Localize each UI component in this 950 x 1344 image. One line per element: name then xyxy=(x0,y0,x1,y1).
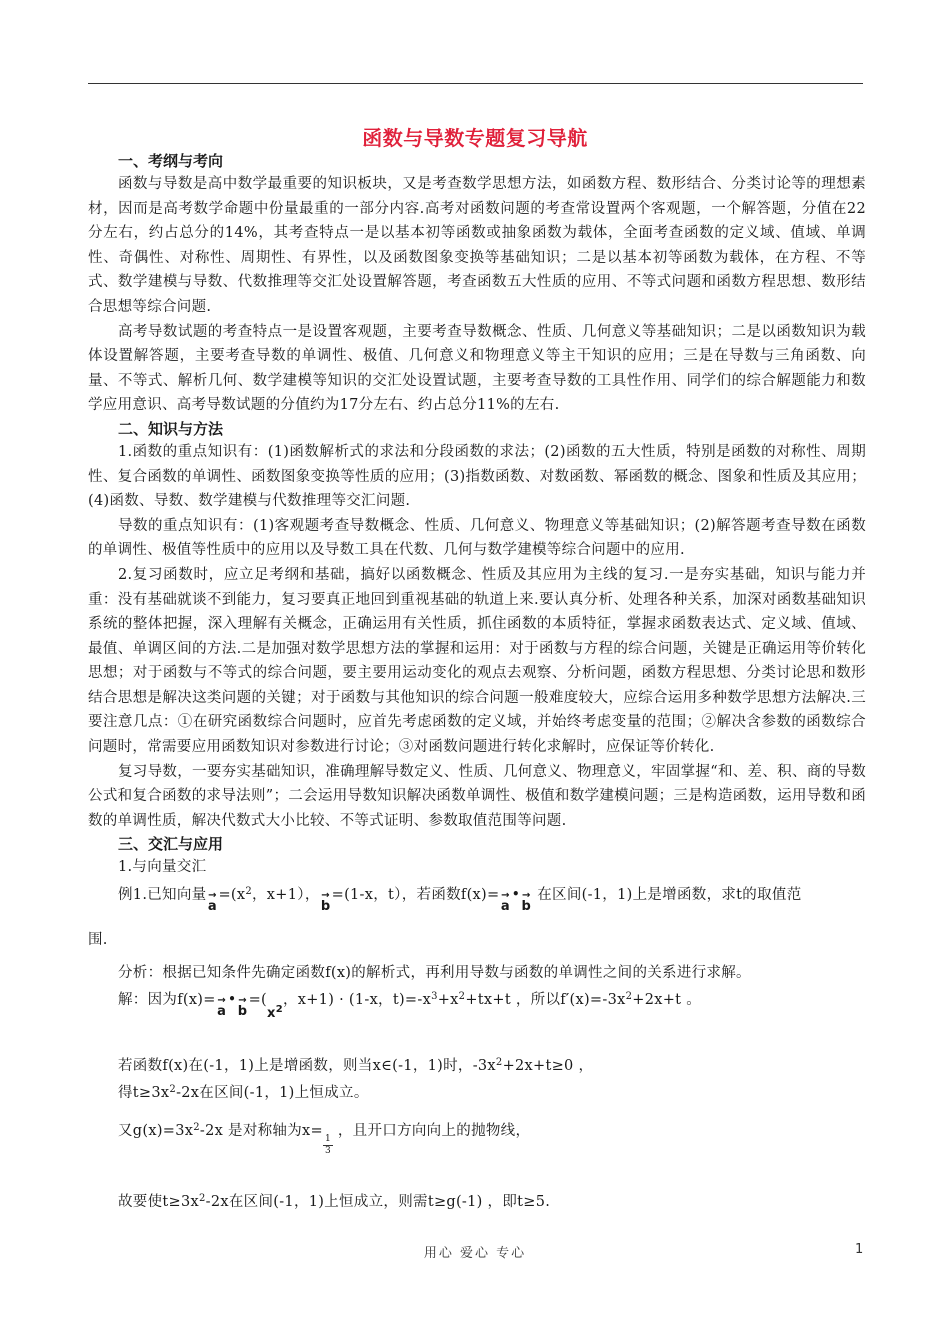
page-number: 1 xyxy=(855,1242,864,1257)
vector-a: → a xyxy=(217,995,227,1020)
paragraph: 函数与导数是高中数学最重要的知识板块，又是考查数学思想方法，如函数方程、数形结合、分类讨论等的理想素材，因而是高考数学命题中份量最重的一部分内容.高考对函数问题的考查常设置两个客观题，一个解答题，分值在22分左右，约占总分的14%，其考查特点一是以基本初等函数或抽象函数为载体，全面考查函数的定义域、值域、单调性、奇偶性、对称性、周期性、有界性，以及函数图象变换等基础知识；二是以基本初等函数为载体，在方程、不等式、数学建模与导数、代数推理等交汇处设置解答题，考查函数五大性质的应用、不等式问题和函数方程思想、数形结合思想等综合问题. xyxy=(88,176,866,315)
formula-x2: $x^2$ xyxy=(267,1004,283,1022)
example-line-2: 围. xyxy=(88,932,108,949)
g-function-line: 又$g(x)=3x^2-2x$ 是对称轴为$x=\frac{1}{3}$ ，且开口方向向上的抛物线， xyxy=(118,1122,531,1156)
vector-a: → a xyxy=(207,890,217,915)
page-title: 函数与导数专题复习导航 xyxy=(362,126,588,150)
paragraph: 2.复习函数时，应立足考纲和基础，搞好以函数概念、性质及其应用为主线的复习.一是夯实基础，知识与能力并重：没有基础就谈不到能力，复习要真正地回到重视基础的轨道上来.要认真分析、处理各种关系，加深对函数基础知识系统的整体把握，深入理解有关概念，正确运用有关性质，抓住函数的本质特征，掌握求函数表达式、定义域、值域、最值、单调区间的方法.二是加强对数学思想方法的掌握和运用：对于函数与方程的综合问题，关键是正确运用等价转化思想；对于函数与不等式的综合问题，要主要用运动变化的观点去观察、分析问题，函数方程思想、分类讨论思和数形结合思想是解决这类问题的关键；对于函数与其他知识的综合问题一般难度较大，应综合运用多种数学思想方法解决.三要注意几点：①在研究函数综合问题时，应首先考虑函数的定义域，并始终考虑变量的范围；②解决含参数的函数综合问题时，常需要应用函数知识对参数进行讨论；③对函数问题进行转化求解时，应保证等价转化. xyxy=(88,566,866,756)
section-heading-3: 三、交汇与应用 xyxy=(118,835,224,854)
paragraph: 高考导数试题的考查特点一是设置客观题，主要考查导数概念、性质、几何意义等基础知识；二是以函数知识为载体设置解答题，主要考查导数的单调性、极值、几何意义和物理意义等主干知识的应用；三是在导数与三角函数、向量、不等式、解析几何、数学建模等知识的交汇处设置试题，主要考查导数的工具性作用、同学们的综合解题能力和数学应用意识、高考导数试题的分值约为17分左右、约占总分11%的左右. xyxy=(88,323,866,414)
paragraph: 导数的重点知识有：(1)客观题考查导数概念、性质、几何意义、物理意义等基础知识；(2)解答题考查导数在函数的单调性、极值等性质中的应用以及导数工具在代数、几何与数学建模等综合问题中的应用. xyxy=(88,517,866,559)
paragraph: 1.函数的重点知识有：(1)函数解析式的求法和分段函数的求法；(2)函数的五大性质，特别是函数的对称性、周期性、复合函数的单调性、函数图象变换等性质的应用；(3)指数函数、对数函数、幂函数的概念、图象和性质及其应用；(4)函数、导数、数学建模与代数推理等交汇问题. xyxy=(88,443,866,510)
vector-b: → b xyxy=(521,890,532,915)
section-heading-2: 二、知识与方法 xyxy=(118,419,224,438)
subsection-title: 1.与向量交汇 xyxy=(118,859,207,876)
page-footer: 用心 爱心 专心 xyxy=(423,1246,527,1261)
vector-b: → b xyxy=(320,890,331,915)
example-line-1: 例1.已知向量 → $a=(x^2$，x+1）， → b=(1-x，t），若函数f(x)= → a• → b 在区间(-1，1)上是增函数，求t的取值范 xyxy=(118,886,802,915)
vector-b: → b xyxy=(237,995,248,1020)
fraction-one-third: $\frac{1}{3}$ xyxy=(324,1134,331,1156)
vector-a: → a xyxy=(500,890,510,915)
solution-line: 解：因为f(x)= → a• → $b=(x^2$，x+1) · (1-x，$t)=-x^3+x^2+tx+t$ ，所以$f'(x)=-3x^2+2x+t$ 。 xyxy=(88,985,866,1027)
analysis-text: 分析：根据已知条件先确定函数f(x)的解析式，再利用导数与函数的单调性之间的关系进行求解。 xyxy=(118,964,751,981)
result-line: 得$t\ge 3x^2-2x$在区间(-1，1)上恒成立。 xyxy=(118,1084,369,1102)
document-body xyxy=(88,150,866,1215)
condition-line: 若函数f(x)在(-1，1)上是增函数，则当x∈(-1，1)时，$-3x^2+2x+t\ge 0$ ， xyxy=(118,1056,594,1074)
paragraph: 复习导数，一要夯实基础知识，准确理解导数定义、性质、几何意义、物理意义，牢固掌握“和、差、积、商的导数公式和复合函数的求导法则”；二会运用导数知识解决函数单调性、极值和数学建模问题；三是构造函数，运用导数和函数的单调性质，解决代数式大小比较、不等式证明、参数取值范围等问题. xyxy=(88,763,866,829)
conclusion-line: 故要使$t\ge 3x^2-2x$在区间(-1，1)上恒成立，则需t≥g(-1) ，即t≥5. xyxy=(118,1193,551,1210)
header-rule xyxy=(88,83,863,84)
section-heading-1: 一、考纲与考向 xyxy=(118,152,224,170)
